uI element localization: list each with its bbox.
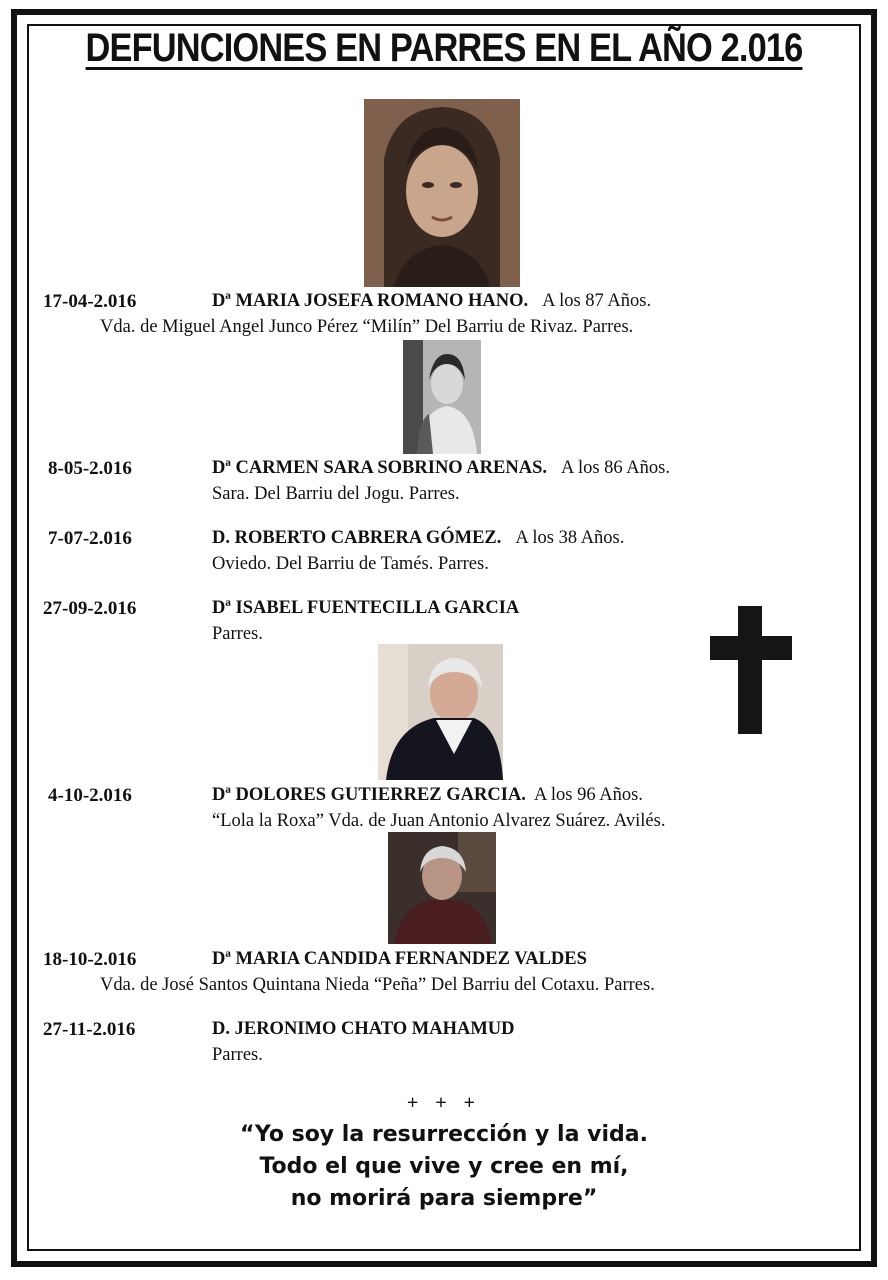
entry-detail: Parres. [212, 1045, 263, 1065]
entry-age: A los 86 Años. [561, 458, 670, 478]
entry-detail: Sara. Del Barriu del Jogu. Parres. [212, 484, 460, 504]
entry-age: A los 96 Años. [533, 785, 643, 805]
entry-date: 4-10-2.016 [48, 785, 132, 806]
quote-line: no morirá para siempre” [290, 1186, 598, 1211]
entry-heading [212, 458, 670, 479]
entry-name: Dª ISABEL FUENTECILLA GARCIA [212, 598, 520, 618]
entry-date: 18-10-2.016 [43, 949, 137, 970]
entry-name: Dª MARIA JOSEFA ROMANO HANO. [212, 291, 529, 311]
cross-icon [708, 602, 794, 736]
entry-heading [212, 598, 519, 619]
entry-detail: Vda. de Miguel Angel Junco Pérez “Milín” Del Barriu de Rivaz. Parres. [100, 317, 634, 337]
entry-date: 8-05-2.016 [48, 458, 132, 479]
entry-detail: Parres. [212, 624, 263, 644]
entry-detail: Oviedo. Del Barriu de Tamés. Parres. [212, 554, 489, 574]
portrait-photo-1 [364, 99, 520, 287]
entry-date: 7-07-2.016 [48, 528, 132, 549]
entry-heading [212, 949, 587, 970]
portrait-photo-3 [378, 644, 503, 780]
entry-heading [212, 785, 643, 806]
entry-age: A los 38 Años. [515, 528, 625, 548]
entry-name: Dª CARMEN SARA SOBRINO ARENAS. [212, 458, 547, 478]
entry-heading [212, 528, 624, 549]
entry-date: 27-11-2.016 [43, 1019, 136, 1040]
entry-name: D. ROBERTO CABRERA GÓMEZ. [212, 528, 502, 548]
entry-name: Dª MARIA CANDIDA FERNANDEZ VALDES [212, 949, 587, 969]
entry-name: Dª DOLORES GUTIERREZ GARCIA. [212, 785, 526, 805]
portrait-photo-4 [388, 832, 496, 944]
entry-date: 17-04-2.016 [43, 291, 137, 312]
cross-symbols: + + + [406, 1092, 482, 1114]
entry-name: D. JERONIMO CHATO MAHAMUD [212, 1019, 515, 1039]
entry-detail: Vda. de José Santos Quintana Nieda “Peña” Del Barriu del Cotaxu. Parres. [100, 975, 655, 995]
entry-heading [212, 1019, 515, 1040]
entry-detail: “Lola la Roxa” Vda. de Juan Antonio Alvarez Suárez. Avilés. [212, 811, 666, 831]
entry-age: A los 87 Años. [542, 291, 652, 311]
page-title: DEFUNCIONES EN PARRES EN EL AÑO 2.016 [85, 26, 803, 70]
entry-heading [212, 291, 651, 312]
quote-line: “Yo soy la resurrección y la vida. [240, 1122, 648, 1147]
portrait-photo-2 [403, 340, 481, 454]
entry-date: 27-09-2.016 [43, 598, 137, 619]
quote-line: Todo el que vive y cree en mí, [259, 1154, 629, 1179]
